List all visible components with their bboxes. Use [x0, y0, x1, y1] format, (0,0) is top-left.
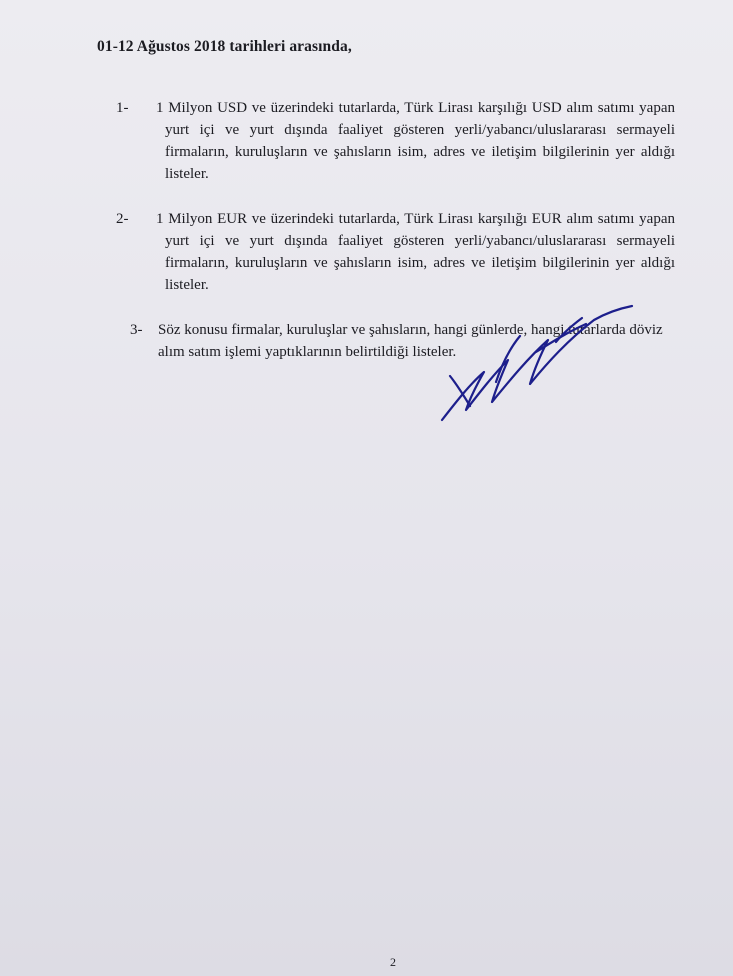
handwritten-signature: [436, 302, 636, 432]
list-item-text: 1 Milyon EUR ve üzerindeki tutarlarda, Türk Lirası karşılığı EUR alım satımı yapan yurt içi ve yurt dışında faaliyet gösteren yerli/yabancı/uluslararası sermayeli firmaların, kuruluşların ve şahısların isim, adres ve iletişim bilgilerinin yer aldığı listeler.: [156, 211, 675, 293]
list-item-number: 3-: [130, 322, 143, 338]
document-heading: 01-12 Ağustos 2018 tarihleri arasında,: [97, 38, 352, 55]
list-item-number: 1-: [116, 100, 129, 116]
list-item-text: 1 Milyon USD ve üzerindeki tutarlarda, Türk Lirası karşılığı USD alım satımı yapan yurt içi ve yurt dışında faaliyet gösteren yerli/yabancı/uluslararası sermayeli firmaların, kuruluşların ve şahısların isim, adres ve iletişim bilgilerinin yer aldığı listeler.: [156, 100, 675, 182]
list-item-text: Söz konusu firmalar, kuruluşlar ve şahısların, hangi günlerde, hangi tutarlarda döviz alım satım işlemi yaptıklarının belirtildiği listeler.: [158, 322, 663, 360]
page-number: 2: [390, 955, 396, 969]
list-item-number: 2-: [116, 211, 129, 227]
